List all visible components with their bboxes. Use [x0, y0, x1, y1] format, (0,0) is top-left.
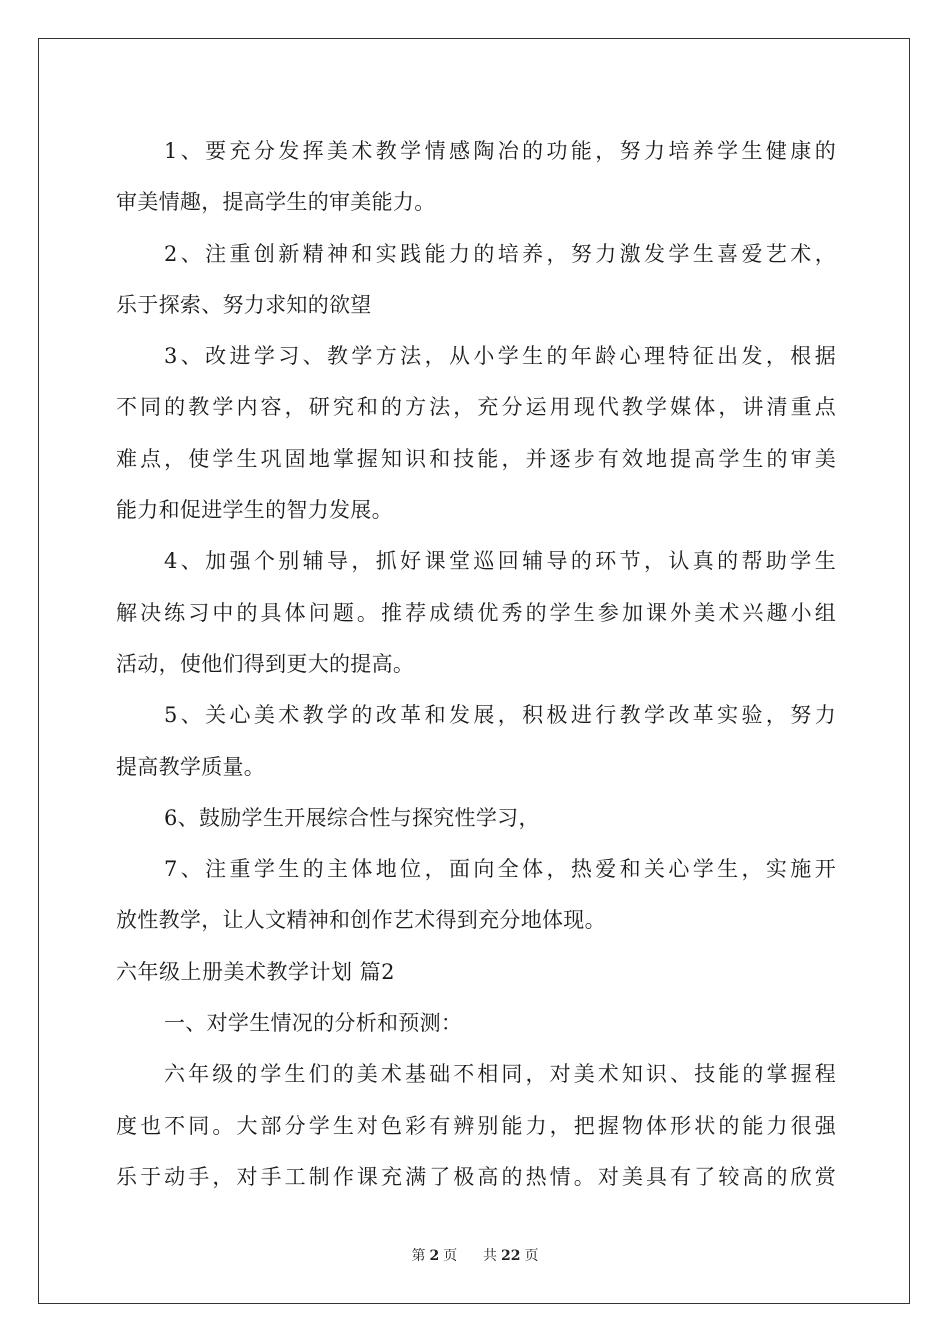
total-prefix: 共	[483, 1248, 498, 1264]
paragraph-4-line-2: 解决练习中的具体问题。推荐成绩优秀的学生参加课外美术兴趣小组	[116, 600, 836, 625]
paragraph-5-line-1: 5、关心美术教学的改革和发展，积极进行教学改革实验，努力	[164, 703, 836, 728]
paragraph-8-line-1: 六年级的学生们的美术基础不相同，对美术知识、技能的掌握程	[164, 1062, 836, 1087]
paragraph-3-line-4: 能力和促进学生的智力发展。	[116, 498, 393, 523]
paragraph-4-line-3: 活动，使他们得到更大的提高。	[116, 651, 415, 676]
paragraph-5-line-2: 提高教学质量。	[116, 754, 266, 779]
page-prefix: 第	[411, 1248, 426, 1264]
paragraph-8-line-3: 乐于动手，对手工制作课充满了极高的热情。对美具有了较高的欣赏	[116, 1164, 836, 1189]
page-indicator	[409, 1248, 459, 1264]
paragraph-3-line-2: 不同的教学内容，研究和的方法，充分运用现代教学媒体，讲清重点	[116, 395, 836, 420]
paragraph-6-line-1: 6、鼓励学生开展综合性与探究性学习，	[164, 805, 540, 830]
total-suffix: 页	[524, 1248, 539, 1264]
total-pages: 22	[501, 1248, 521, 1264]
document-body	[116, 128, 836, 1205]
page-footer	[0, 1245, 950, 1265]
section-heading: 六年级上册美术教学计划 篇2	[116, 959, 396, 984]
page-suffix: 页	[443, 1248, 458, 1264]
paragraph-3-line-3: 难点，使学生巩固地掌握知识和技能，并逐步有效地提高学生的审美	[116, 446, 836, 471]
paragraph-7-line-1: 7、注重学生的主体地位，面向全体，热爱和关心学生，实施开	[164, 857, 836, 882]
paragraph-4-line-1: 4、加强个别辅导，抓好课堂巡回辅导的环节，认真的帮助学生	[164, 549, 836, 574]
total-pages-indicator	[481, 1248, 540, 1264]
paragraph-2-line-1: 2、注重创新精神和实践能力的培养，努力激发学生喜爱艺术，	[164, 241, 836, 266]
paragraph-2-line-2: 乐于探索、努力求知的欲望	[116, 292, 372, 317]
paragraph-3-line-1: 3、改进学习、教学方法，从小学生的年龄心理特征出发，根据	[164, 344, 836, 369]
paragraph-7-line-2: 放性教学，让人文精神和创作艺术得到充分地体现。	[116, 908, 606, 933]
paragraph-1-line-2: 审美情趣，提高学生的审美能力。	[116, 190, 436, 215]
paragraph-1-line-1: 1、要充分发挥美术教学情感陶冶的功能，努力培养学生健康的	[164, 139, 836, 163]
page-number: 2	[429, 1248, 440, 1264]
subheading: 一、对学生情况的分析和预测：	[164, 1011, 463, 1036]
paragraph-8-line-2: 度也不同。大部分学生对色彩有辨别能力，把握物体形状的能力很强	[116, 1113, 836, 1138]
